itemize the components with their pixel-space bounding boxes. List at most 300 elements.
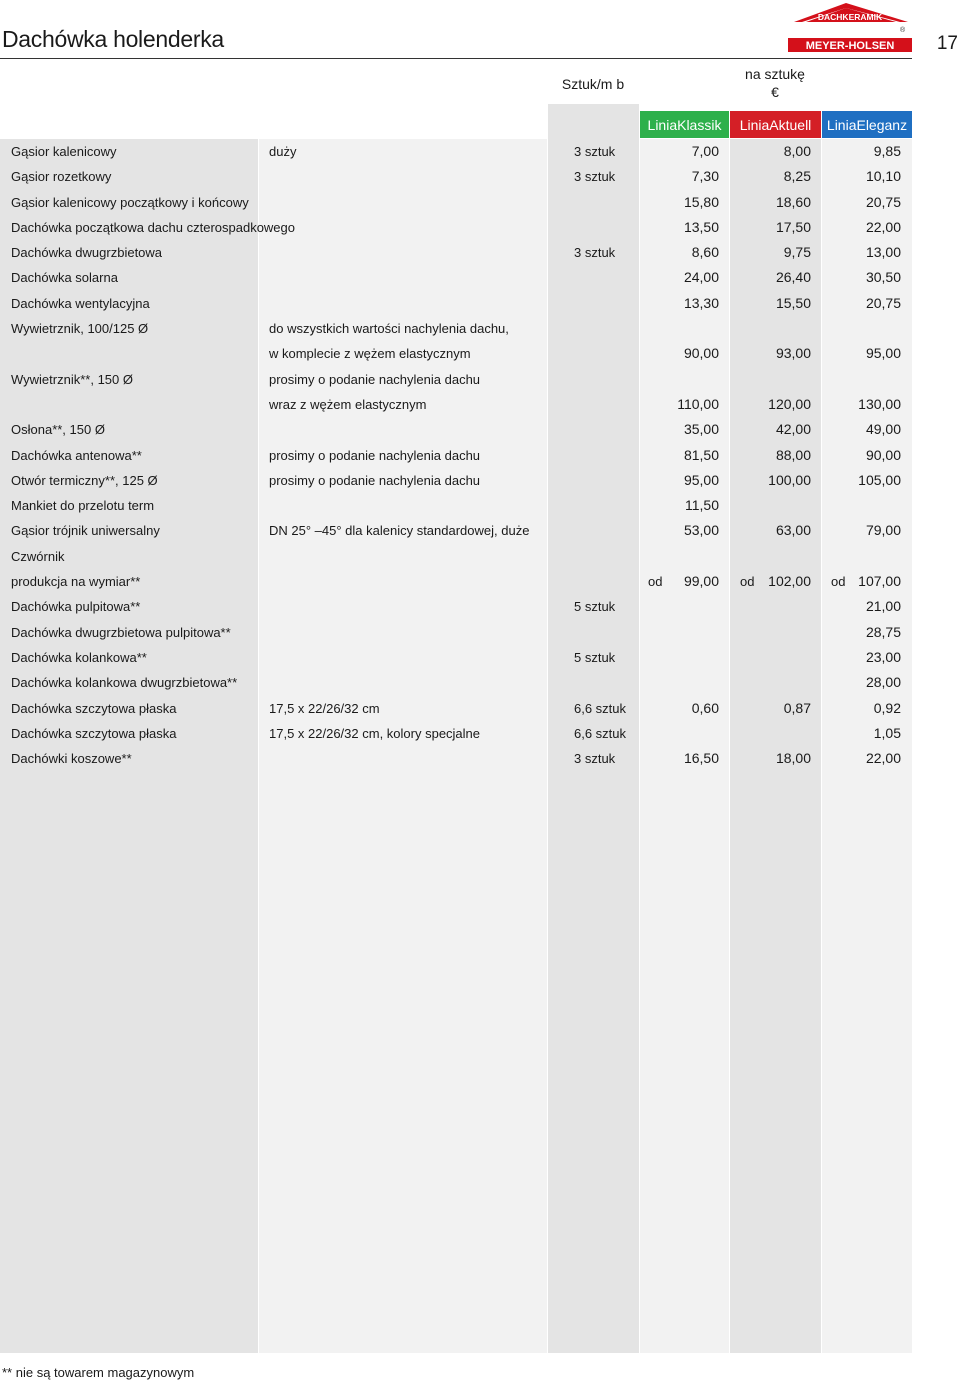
product-name: Dachówka solarna — [11, 270, 118, 286]
table-cell-bg — [640, 1024, 729, 1049]
empty-table-row — [0, 1151, 912, 1176]
table-cell-bg — [548, 1252, 639, 1277]
price-aktuell: 18,60 — [775, 193, 811, 210]
table-cell-bg — [259, 1176, 547, 1201]
table-cell-bg — [730, 974, 821, 999]
empty-table-row — [0, 923, 912, 948]
table-cell-bg — [548, 215, 639, 240]
table-cell-bg — [548, 923, 639, 948]
product-name: Dachówka dwugrzbietowa pulpitowa** — [11, 624, 231, 640]
table-row — [0, 240, 912, 265]
table-cell-bg — [259, 923, 547, 948]
table-cell-bg — [822, 1277, 912, 1302]
table-cell-bg — [640, 1303, 729, 1328]
price-column-header: na sztukę — [745, 66, 805, 82]
price-aktuell: 15,50 — [775, 294, 811, 311]
table-cell-bg — [640, 771, 729, 796]
table-cell-bg — [822, 1201, 912, 1226]
price-eleganz: 107,00 — [858, 573, 901, 590]
table-cell-bg — [0, 1176, 258, 1201]
currency-label: € — [771, 84, 779, 100]
page-title: Dachówka holenderka — [2, 26, 224, 52]
table-cell-bg — [822, 1126, 912, 1151]
page-number: 17 — [936, 33, 958, 54]
table-cell-bg — [259, 493, 547, 518]
table-row — [0, 468, 912, 493]
table-cell-bg — [548, 847, 639, 872]
empty-table-row — [0, 1126, 912, 1151]
product-description: prosimy o podanie nachylenia dachu — [269, 447, 481, 463]
table-cell-bg — [640, 594, 729, 619]
unit-value: 3 sztuk — [574, 245, 616, 261]
table-cell-bg — [730, 670, 821, 695]
empty-table-row — [0, 1176, 912, 1201]
table-cell-bg — [548, 468, 639, 493]
empty-table-row — [0, 898, 912, 923]
price-eleganz: 49,00 — [865, 421, 901, 438]
logo-bottom-text: MEYER-HOLSEN — [805, 40, 895, 52]
table-row — [0, 443, 912, 468]
table-cell-bg — [259, 1252, 547, 1277]
product-name: Dachówka pulpitowa** — [11, 599, 141, 615]
table-cell-bg — [259, 898, 547, 923]
product-name: Dachówka wentylacyjna — [11, 295, 150, 311]
table-cell-bg — [548, 1176, 639, 1201]
price-klassik: 7,00 — [691, 143, 719, 159]
price-klassik: 11,50 — [685, 497, 719, 514]
price-prefix-aktuell: od — [740, 574, 755, 590]
table-cell-bg — [259, 620, 547, 645]
table-cell-bg — [730, 1201, 821, 1226]
table-cell-bg — [0, 873, 258, 898]
table-cell-bg — [259, 949, 547, 974]
table-cell-bg — [548, 898, 639, 923]
unit-value: 3 sztuk — [574, 144, 616, 159]
table-cell-bg — [730, 1024, 821, 1049]
table-cell-bg — [548, 265, 639, 290]
product-description: prosimy o podanie nachylenia dachu — [269, 371, 481, 387]
table-row — [0, 164, 912, 189]
table-cell-bg — [259, 670, 547, 695]
table-cell-bg — [640, 1227, 729, 1252]
table-cell-bg — [259, 1277, 547, 1302]
table-cell-bg — [0, 1100, 258, 1125]
empty-table-row — [0, 771, 912, 796]
table-cell-bg — [822, 1024, 912, 1049]
table-cell-bg — [640, 620, 729, 645]
empty-table-row — [0, 1201, 912, 1226]
brand-logo — [786, 2, 914, 54]
product-name: Wywietrznik, 100/125 Ø — [11, 321, 149, 337]
table-cell-bg — [730, 1176, 821, 1201]
price-aktuell: 42,00 — [775, 421, 811, 438]
price-aktuell: 63,00 — [775, 522, 811, 539]
table-cell-bg — [822, 1075, 912, 1100]
product-description-line2: w komplecie z wężem elastycznym — [269, 346, 471, 362]
table-cell-bg — [548, 1024, 639, 1049]
table-cell-bg — [259, 417, 547, 442]
table-cell-bg — [259, 1303, 547, 1328]
table-cell-bg — [548, 999, 639, 1024]
table-cell-bg — [548, 949, 639, 974]
table-cell-bg — [0, 974, 258, 999]
table-cell-bg — [548, 670, 639, 695]
table-cell-bg — [259, 139, 547, 164]
table-cell-bg — [259, 215, 547, 240]
unit-value: 3 sztuk — [574, 169, 616, 185]
price-aktuell: 26,40 — [775, 269, 811, 286]
empty-table-row — [0, 1227, 912, 1252]
product-name: Dachówka dwugrzbietowa — [11, 245, 163, 261]
table-row — [0, 493, 912, 518]
table-cell-bg — [548, 367, 639, 418]
table-cell-bg — [548, 1201, 639, 1226]
table-cell-bg — [730, 797, 821, 822]
table-cell-bg — [259, 544, 547, 595]
product-name: Mankiet do przelotu term — [11, 498, 155, 514]
table-cell-bg — [548, 443, 639, 468]
table-cell-bg — [640, 847, 729, 872]
price-eleganz: 10,10 — [865, 168, 901, 185]
price-klassik: 13,50 — [683, 218, 719, 235]
price-aktuell: 93,00 — [775, 345, 811, 362]
title-rule — [0, 58, 912, 59]
table-cell-bg — [730, 1328, 821, 1353]
price-eleganz: 23,00 — [865, 648, 901, 665]
table-cell-bg — [259, 1024, 547, 1049]
table-cell-bg — [640, 1050, 729, 1075]
empty-table-row — [0, 847, 912, 872]
price-klassik: 110,00 — [677, 395, 719, 412]
price-aktuell: 0,87 — [783, 699, 811, 716]
table-cell-bg — [730, 999, 821, 1024]
table-cell-bg — [548, 1050, 639, 1075]
product-name: Dachówka kolankowa dwugrzbietowa** — [11, 675, 238, 691]
table-cell-bg — [730, 949, 821, 974]
price-aktuell: 8,00 — [783, 143, 811, 159]
empty-table-row — [0, 1075, 912, 1100]
table-row — [0, 518, 912, 543]
table-cell-bg — [259, 1050, 547, 1075]
table-cell-bg — [548, 1303, 639, 1328]
price-klassik: 53,00 — [683, 522, 719, 539]
table-cell-bg — [640, 1176, 729, 1201]
price-eleganz: 28,00 — [865, 674, 901, 691]
table-cell-bg — [259, 164, 547, 189]
table-row — [0, 367, 912, 418]
unit-value: 5 sztuk — [574, 649, 616, 665]
line-tab-klassik: LiniaKlassik — [640, 111, 729, 138]
price-klassik: 16,50 — [683, 750, 719, 767]
table-cell-bg — [640, 797, 729, 822]
table-cell-bg — [548, 544, 639, 595]
table-row — [0, 594, 912, 619]
price-eleganz: 79,00 — [865, 522, 901, 539]
table-cell-bg — [822, 493, 912, 518]
empty-table-row — [0, 1303, 912, 1328]
price-klassik: 99,00 — [683, 573, 719, 590]
table-cell-bg — [259, 1151, 547, 1176]
product-name: Wywietrznik**, 150 Ø — [11, 371, 133, 387]
table-row — [0, 746, 912, 771]
table-cell-bg — [822, 923, 912, 948]
table-cell-bg — [822, 873, 912, 898]
table-cell-bg — [640, 822, 729, 847]
table-cell-bg — [640, 923, 729, 948]
table-cell-bg — [0, 1075, 258, 1100]
empty-table-row — [0, 974, 912, 999]
table-cell-bg — [259, 822, 547, 847]
table-cell-bg — [548, 1126, 639, 1151]
table-row — [0, 291, 912, 316]
table-cell-bg — [730, 1277, 821, 1302]
table-cell-bg — [640, 645, 729, 670]
table-cell-bg — [548, 316, 639, 367]
price-prefix-eleganz: od — [831, 574, 846, 590]
table-cell-bg — [730, 1227, 821, 1252]
empty-table-row — [0, 999, 912, 1024]
table-cell-bg — [640, 1201, 729, 1226]
product-description: DN 25° –45° dla kalenicy standardowej, duże — [269, 523, 530, 539]
table-cell-bg — [640, 721, 729, 746]
table-cell-bg — [259, 847, 547, 872]
table-cell-bg — [730, 1050, 821, 1075]
table-row — [0, 696, 912, 721]
header-band-unit — [548, 104, 639, 139]
table-cell-bg — [548, 873, 639, 898]
price-klassik: 35,00 — [683, 421, 719, 438]
table-cell-bg — [259, 1126, 547, 1151]
table-cell-bg — [548, 417, 639, 442]
table-cell-bg — [0, 1024, 258, 1049]
empty-table-row — [0, 797, 912, 822]
table-cell-bg — [822, 1252, 912, 1277]
table-cell-bg — [548, 620, 639, 645]
table-cell-bg — [730, 493, 821, 518]
price-eleganz: 22,00 — [865, 750, 901, 767]
table-cell-bg — [730, 771, 821, 796]
empty-table-row — [0, 1328, 912, 1353]
table-cell-bg — [822, 974, 912, 999]
table-cell-bg — [730, 1303, 821, 1328]
table-cell-bg — [822, 1100, 912, 1125]
table-cell-bg — [259, 240, 547, 265]
table-cell-bg — [548, 797, 639, 822]
logo-top-text: DACHKERAMIK — [817, 12, 883, 22]
table-cell-bg — [730, 721, 821, 746]
price-eleganz: 105,00 — [858, 471, 901, 488]
product-name: Dachówki koszowe** — [11, 751, 132, 767]
empty-table-row — [0, 873, 912, 898]
table-row — [0, 645, 912, 670]
product-name: Otwór termiczny**, 125 Ø — [11, 472, 158, 488]
product-name: Czwórnik — [11, 548, 65, 564]
price-klassik: 95,00 — [683, 471, 719, 488]
table-row — [0, 139, 912, 164]
unit-value: 6,6 sztuk — [574, 700, 627, 716]
table-cell-bg — [822, 1176, 912, 1201]
logo-registered: ® — [900, 27, 906, 34]
table-cell-bg — [730, 822, 821, 847]
price-klassik: 15,80 — [683, 193, 719, 210]
table-cell-bg — [822, 771, 912, 796]
product-description: duży — [269, 144, 297, 159]
price-aktuell: 120,00 — [768, 395, 811, 412]
product-description: 17,5 x 22/26/32 cm — [269, 700, 380, 716]
product-name: Osłona**, 150 Ø — [11, 422, 105, 438]
empty-table-row — [0, 949, 912, 974]
table-row — [0, 190, 912, 215]
table-cell-bg — [259, 645, 547, 670]
table-cell-bg — [0, 771, 258, 796]
table-cell-bg — [640, 974, 729, 999]
price-eleganz: 1,05 — [873, 724, 901, 741]
table-cell-bg — [548, 1075, 639, 1100]
table-cell-bg — [548, 1277, 639, 1302]
empty-table-row — [0, 1100, 912, 1125]
table-cell-bg — [0, 1328, 258, 1353]
table-cell-bg — [259, 999, 547, 1024]
table-cell-bg — [259, 974, 547, 999]
table-cell-bg — [822, 847, 912, 872]
table-cell-bg — [0, 1126, 258, 1151]
table-cell-bg — [822, 1303, 912, 1328]
price-eleganz: 30,50 — [865, 269, 901, 286]
product-name: Dachówka szczytowa płaska — [11, 725, 177, 741]
table-cell-bg — [0, 1151, 258, 1176]
product-name: Dachówka antenowa** — [11, 447, 142, 463]
table-cell-bg — [640, 1151, 729, 1176]
table-cell-bg — [259, 594, 547, 619]
table-cell-bg — [730, 1126, 821, 1151]
price-aktuell: 8,25 — [783, 168, 811, 185]
table-cell-bg — [640, 1126, 729, 1151]
price-eleganz: 130,00 — [858, 395, 901, 412]
table-cell-bg — [0, 1050, 258, 1075]
price-eleganz: 22,00 — [865, 218, 901, 235]
price-eleganz: 90,00 — [865, 446, 901, 463]
table-cell-bg — [259, 771, 547, 796]
unit-value: 6,6 sztuk — [574, 725, 627, 741]
table-cell-bg — [0, 1227, 258, 1252]
product-description: 17,5 x 22/26/32 cm, kolory specjalne — [269, 725, 481, 741]
product-name: Gąsior trójnik uniwersalny — [11, 523, 160, 539]
table-cell-bg — [822, 999, 912, 1024]
price-eleganz: 20,75 — [865, 193, 901, 210]
table-cell-bg — [259, 797, 547, 822]
table-cell-bg — [640, 1277, 729, 1302]
price-klassik: 90,00 — [683, 345, 719, 362]
table-cell-bg — [548, 518, 639, 543]
table-cell-bg — [259, 1227, 547, 1252]
line-tab-aktuell: LiniaAktuell — [730, 111, 821, 138]
table-cell-bg — [0, 797, 258, 822]
table-cell-bg — [730, 1252, 821, 1277]
price-aktuell: 102,00 — [768, 573, 811, 590]
product-name-line2: produkcja na wymiar** — [11, 574, 141, 590]
table-row — [0, 670, 912, 695]
price-aktuell: 88,00 — [775, 446, 811, 463]
table-cell-bg — [640, 1075, 729, 1100]
table-row — [0, 544, 912, 595]
table-cell-bg — [730, 923, 821, 948]
table-cell-bg — [548, 190, 639, 215]
table-cell-bg — [0, 1201, 258, 1226]
footnote: ** nie są towarem magazynowym — [2, 1365, 195, 1380]
table-cell-bg — [640, 1100, 729, 1125]
product-description-line2: wraz z wężem elastycznym — [269, 396, 427, 412]
table-row — [0, 265, 912, 290]
table-cell-bg — [0, 999, 258, 1024]
table-cell-bg — [0, 923, 258, 948]
price-prefix-klassik: od — [648, 574, 663, 590]
table-cell-bg — [730, 1075, 821, 1100]
empty-table-row — [0, 1050, 912, 1075]
product-name: Dachówka początkowa dachu czterospadkowego — [11, 219, 296, 235]
price-aktuell: 100,00 — [768, 471, 811, 488]
table-row — [0, 620, 912, 645]
table-cell-bg — [0, 822, 258, 847]
price-table — [0, 139, 912, 1353]
price-eleganz: 20,75 — [865, 294, 901, 311]
table-cell-bg — [730, 645, 821, 670]
price-eleganz: 95,00 — [865, 345, 901, 362]
product-name: Gąsior kalenicowy początkowy i końcowy — [11, 194, 249, 210]
table-cell-bg — [259, 873, 547, 898]
table-cell-bg — [259, 190, 547, 215]
table-row — [0, 215, 912, 240]
table-cell-bg — [640, 999, 729, 1024]
table-cell-bg — [822, 1227, 912, 1252]
table-cell-bg — [640, 1252, 729, 1277]
table-cell-bg — [822, 1328, 912, 1353]
price-aktuell: 17,50 — [775, 218, 811, 235]
price-aktuell: 18,00 — [775, 750, 811, 767]
line-tab-eleganz: LiniaEleganz — [822, 111, 912, 138]
table-cell-bg — [822, 822, 912, 847]
empty-table-row — [0, 1024, 912, 1049]
price-klassik: 0,60 — [691, 699, 719, 716]
table-cell-bg — [822, 898, 912, 923]
price-klassik: 81,50 — [683, 446, 719, 463]
table-cell-bg — [548, 822, 639, 847]
unit-column-header: Sztuk/m b — [561, 76, 625, 92]
table-cell-bg — [822, 1050, 912, 1075]
table-cell-bg — [259, 1328, 547, 1353]
table-cell-bg — [0, 847, 258, 872]
table-cell-bg — [0, 949, 258, 974]
empty-table-row — [0, 1252, 912, 1277]
table-cell-bg — [730, 1100, 821, 1125]
table-row — [0, 316, 912, 367]
table-cell-bg — [259, 1075, 547, 1100]
price-eleganz: 0,92 — [873, 699, 901, 716]
table-cell-bg — [548, 493, 639, 518]
product-name: Gąsior kalenicowy — [11, 144, 117, 159]
table-cell-bg — [822, 949, 912, 974]
empty-table-row — [0, 822, 912, 847]
table-cell-bg — [0, 1303, 258, 1328]
table-cell-bg — [730, 873, 821, 898]
table-cell-bg — [640, 670, 729, 695]
price-klassik: 24,00 — [683, 269, 719, 286]
table-cell-bg — [548, 1227, 639, 1252]
table-cell-bg — [259, 291, 547, 316]
table-cell-bg — [730, 620, 821, 645]
table-cell-bg — [259, 265, 547, 290]
table-cell-bg — [640, 898, 729, 923]
product-name: Dachówka szczytowa płaska — [11, 700, 177, 716]
